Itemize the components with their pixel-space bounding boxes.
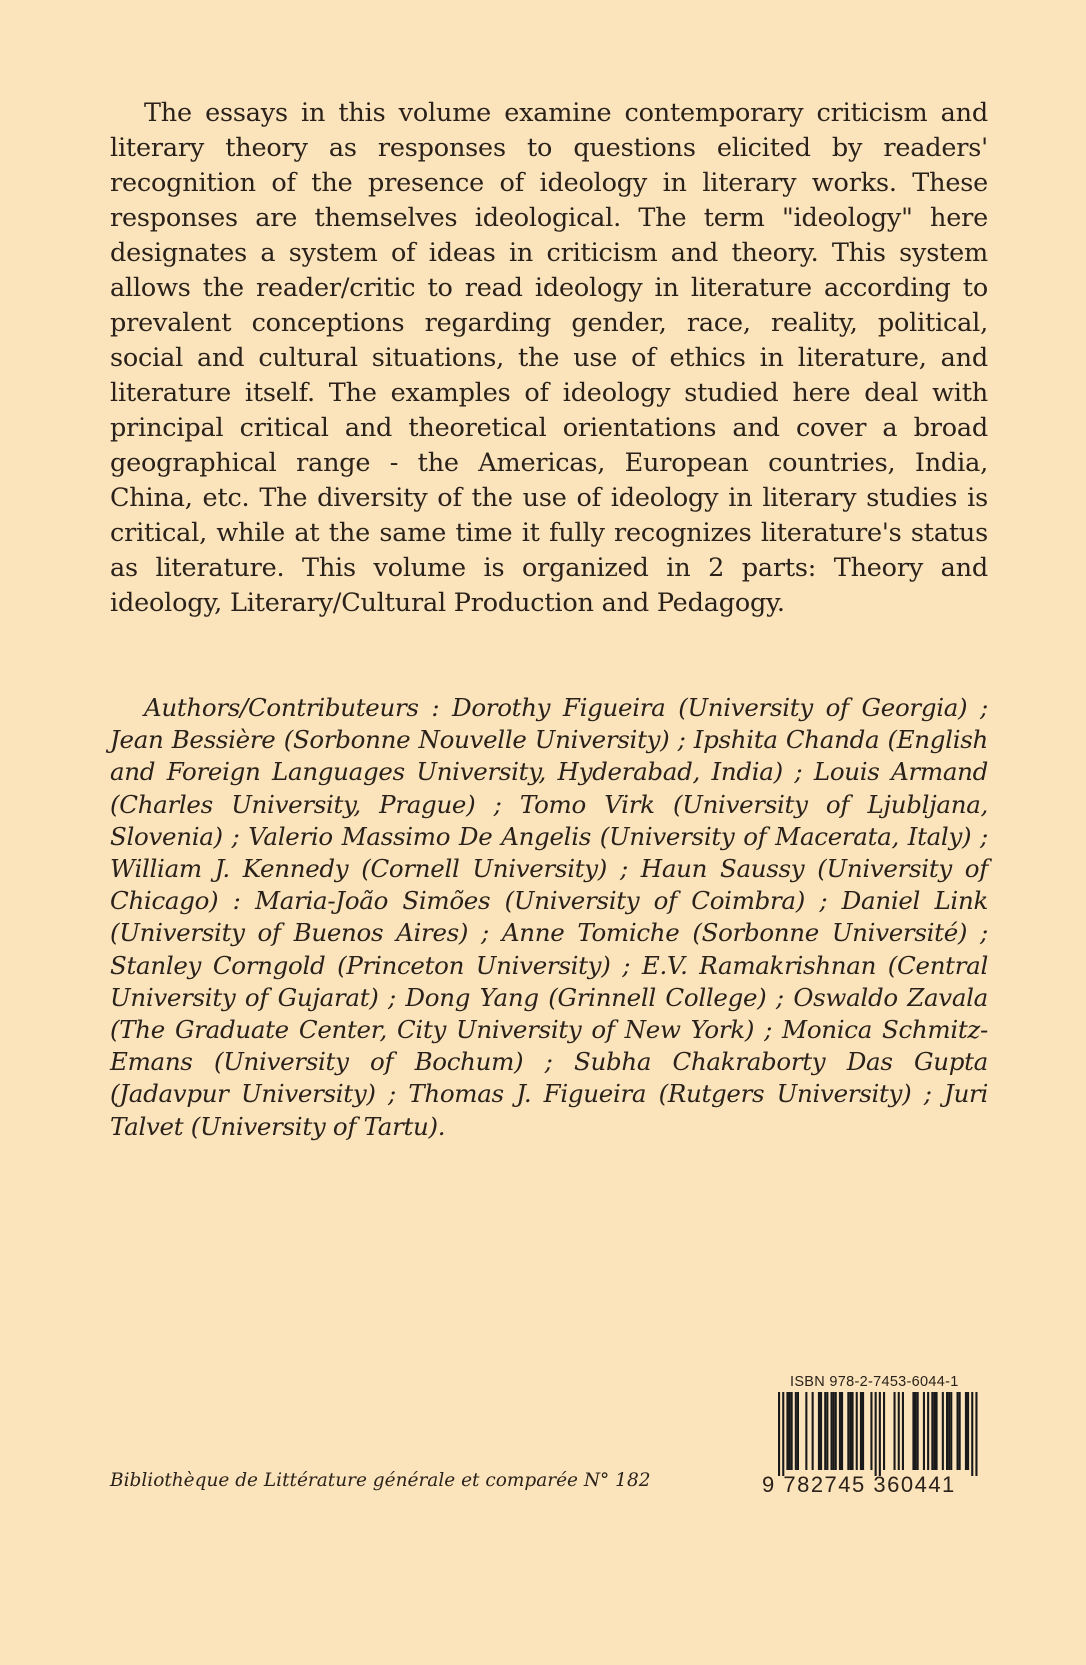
barcode-bar [849,1392,851,1470]
barcode-bar [818,1392,820,1470]
series-title: Bibliothèque de Littérature générale et comparée N° 182 [110,1470,651,1491]
book-description: The essays in this volume examine contemporary criticism and literary theory as responses to questions elicited by readers' recognition of the presence of ideology in literary works. These responses are themselves ideological. The term "ideology" here designates a system of ideas in criticism and theory. This system allows the reader/critic to read ideology in literature according to prevalent conceptions regarding gender, race, reality, political, social and cultural situations, the use of ethics in literature, and literature itself. The examples of ideology studied here deal with principal critical and theoretical orientations and cover a broad geographical range - the Americas, European countries, India, China, etc. The diversity of the use of ideology in literary studies is critical, while at the same time it fully recognizes literature's status as literature. This volume is organized in 2 parts: Theory and ideology, Literary/Cultural Production and Pedagogy. [110,98,988,618]
barcode-bar [915,1392,917,1470]
barcode-bar [833,1392,835,1470]
barcode-bar [946,1392,948,1470]
barcode-bar [933,1392,935,1470]
barcode-bar [923,1392,925,1470]
barcode-bar [965,1392,967,1470]
barcode-bar [847,1392,849,1470]
barcode-bar [789,1392,791,1470]
barcode-bar [879,1392,881,1476]
barcode-bar [852,1392,854,1470]
contributors-list: Authors/Contributeurs : Dorothy Figueira (University of Georgia) ; Jean Bessière (Sorbonne Nouvelle University) ; Ipshita Chanda (English and Foreign Languages University, Hyderabad, India) ; Louis Armand (Charles University, Prague) ; Tomo Virk (University of Ljubljana, Slovenia) ; Valerio Massimo De Angelis (University of Macerata, Italy) ; William J. Kennedy (Cornell University) ; Haun Saussy (University of Chicago) : Maria-João Simões (University of Coimbra) ; Daniel Link (University of Buenos Aires) ; Anne Tomiche (Sorbonne Université) ; Stanley Corngold (Princeton University) ; E.V. Ramakrishnan (Central University of Gujarat) ; Dong Yang (Grinnell College) ; Oswaldo Zavala (The Graduate Center, City University of New York) ; Monica Schmitz-Emans (University of Bochum) ; Subha Chakraborty Das Gupta (Jadavpur University) ; Thomas J. Figueira (Rutgers University) ; Juri Talvet (University of Tartu). [110,693,988,1141]
barcode-bar [862,1392,864,1470]
barcode-bar [831,1392,833,1470]
barcode-bar [826,1392,828,1470]
isbn-label: ISBN 978-2-7453-6044-1 [790,1374,959,1390]
barcode-bar [812,1392,814,1470]
barcode-bar [839,1392,841,1470]
barcode [762,1392,988,1476]
barcode-bar [805,1392,807,1470]
isbn-barcode-block [762,1374,988,1502]
barcode-bar [782,1392,784,1476]
barcode-bar [971,1392,973,1476]
barcode-bar [957,1392,959,1470]
barcode-bar [936,1392,938,1470]
barcode-bar [791,1392,793,1470]
barcode-bar [841,1392,843,1470]
barcode-bar [959,1392,961,1470]
barcode-bar [870,1392,872,1470]
barcode-bar [894,1392,896,1470]
barcode-bar [860,1392,862,1470]
barcode-bar [795,1392,797,1470]
barcode-bar [898,1392,900,1470]
barcode-bar [931,1392,933,1470]
barcode-bar [824,1392,826,1470]
barcode-bar [902,1392,904,1470]
barcode-bar [912,1392,914,1470]
barcode-bar [942,1392,944,1470]
barcode-bar [835,1392,837,1470]
barcode-bar [917,1392,919,1470]
barcode-bar [797,1392,799,1470]
barcode-bar [820,1392,822,1470]
barcode-bar [975,1392,977,1476]
barcode-digits: 9 782745 360441 [762,1472,956,1497]
barcode-bar [950,1392,952,1470]
barcode-bar [786,1392,788,1470]
barcode-bar [875,1392,877,1476]
barcode-bar [948,1392,950,1470]
barcode-bar [927,1392,929,1470]
barcode-bar [856,1392,858,1470]
barcode-bar [778,1392,780,1476]
barcode-bar [883,1392,885,1470]
barcode-bar [967,1392,969,1470]
